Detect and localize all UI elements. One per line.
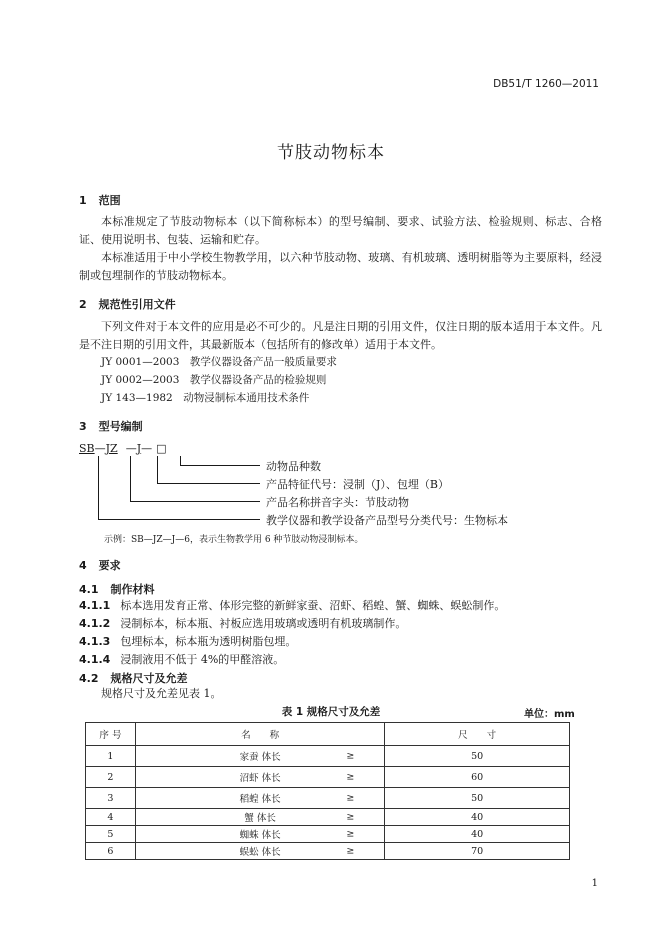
specimen-name-text: 蜈蚣 体长 xyxy=(239,847,281,858)
comparator: ≥ xyxy=(346,771,355,783)
clause-text: 标本选用发育正常、体形完整的新鲜家蚕、沼虾、稻蝗、蟹、蜘蛛、蜈蚣制作。 xyxy=(120,599,506,612)
specimen-name xyxy=(135,746,384,767)
code-dash: — xyxy=(94,442,106,455)
connector-line xyxy=(157,483,260,484)
clause-4-1-4 xyxy=(79,651,284,669)
specimen-name-text: 蜘蛛 体长 xyxy=(239,830,281,841)
table-row xyxy=(86,788,570,809)
comparator: ≥ xyxy=(346,845,355,857)
subsection-number: 4.1 xyxy=(79,583,99,596)
spec-table xyxy=(85,722,570,860)
comparator: ≥ xyxy=(346,792,355,804)
subsection-title: 制作材料 xyxy=(110,583,155,596)
section-4-heading xyxy=(79,557,121,573)
clause-number: 4.1.4 xyxy=(79,653,111,666)
size-value: 50 xyxy=(385,746,570,767)
section-2-heading xyxy=(79,296,176,312)
code-part-jz: JZ xyxy=(105,442,118,455)
table-row xyxy=(86,826,570,843)
row-number: 5 xyxy=(86,826,136,843)
section-1-heading xyxy=(79,192,121,208)
comparator: ≥ xyxy=(346,750,355,762)
code-label-category: 教学仪器和教学设备产品型号分类代号：生物标本 xyxy=(266,514,508,527)
row-number: 2 xyxy=(86,767,136,788)
table-unit: 单位：mm xyxy=(524,709,575,720)
subsection-number: 4.2 xyxy=(79,672,99,685)
table-header-row xyxy=(86,723,570,746)
section-number: 2 xyxy=(79,298,87,311)
specimen-name xyxy=(135,843,384,860)
section-1-para-1: 本标准规定了节肢动物标本（以下简称标本）的型号编制、要求、试验方法、检验规则、标志、合格证、使用说明书、包装、运输和贮存。 xyxy=(79,215,602,246)
clause-text: 浸制液用不低于 4%的甲醛溶液。 xyxy=(120,653,285,666)
subsection-4-1-heading xyxy=(79,581,155,597)
code-part-count: □ xyxy=(156,442,167,455)
code-part-sb: SB xyxy=(79,442,95,455)
table-row xyxy=(86,843,570,860)
table-header: 名 称 xyxy=(135,723,384,746)
section-number: 3 xyxy=(79,420,87,433)
section-title: 型号编制 xyxy=(98,420,143,433)
specimen-name-text: 蟹 体长 xyxy=(244,813,276,824)
size-value: 70 xyxy=(385,843,570,860)
section-title: 要求 xyxy=(98,559,121,572)
section-number: 4 xyxy=(79,559,87,572)
connector-line xyxy=(180,456,181,465)
clause-number: 4.1.3 xyxy=(79,635,111,648)
specimen-name xyxy=(135,826,384,843)
clause-number: 4.1.1 xyxy=(79,599,111,612)
row-number: 6 xyxy=(86,843,136,860)
normative-reference: JY 0002—2003 教学仪器设备产品的检验规则 xyxy=(101,374,327,386)
section-title: 范围 xyxy=(98,194,121,207)
size-value: 40 xyxy=(385,826,570,843)
clause-number: 4.1.2 xyxy=(79,617,111,630)
size-value: 60 xyxy=(385,767,570,788)
specimen-name-text: 稻蝗 体长 xyxy=(239,794,281,805)
specimen-name xyxy=(135,767,384,788)
clause-text: 包埋标本，标本瓶为透明树脂包埋。 xyxy=(120,635,297,648)
row-number: 4 xyxy=(86,809,136,826)
clause-4-1-2 xyxy=(79,615,406,633)
normative-reference: JY 0001—2003 教学仪器设备产品一般质量要求 xyxy=(101,356,337,368)
connector-line xyxy=(130,501,260,502)
subsection-title: 规格尺寸及允差 xyxy=(110,672,188,685)
specimen-name xyxy=(135,788,384,809)
page-number: 1 xyxy=(591,878,598,889)
code-label-feature: 产品特征代号：浸制（J）、包埋（B） xyxy=(266,478,449,491)
row-number: 3 xyxy=(86,788,136,809)
section-3-heading xyxy=(79,418,143,434)
table-row xyxy=(86,767,570,788)
specimen-name-text: 家蚕 体长 xyxy=(239,752,281,763)
subsection-4-2-text: 规格尺寸及允差见表 1。 xyxy=(101,687,222,700)
doc-code: DB51/T 1260—2011 xyxy=(493,78,599,90)
subsection-4-2-heading xyxy=(79,670,188,686)
comparator: ≥ xyxy=(346,828,355,840)
clause-text: 浸制标本，标本瓶、衬板应选用玻璃或透明有机玻璃制作。 xyxy=(120,617,407,630)
row-number: 1 xyxy=(86,746,136,767)
connector-line xyxy=(157,456,158,483)
size-value: 50 xyxy=(385,788,570,809)
normative-reference: JY 143—1982 动物浸制标本通用技术条件 xyxy=(101,392,310,404)
specimen-name xyxy=(135,809,384,826)
page-title: 节肢动物标本 xyxy=(277,143,385,163)
specimen-name-text: 沼虾 体长 xyxy=(239,773,281,784)
clause-4-1-3 xyxy=(79,633,296,651)
section-number: 1 xyxy=(79,194,87,207)
clause-4-1-1 xyxy=(79,597,505,615)
connector-line xyxy=(180,465,260,466)
connector-line xyxy=(98,519,260,520)
section-1-para-2: 本标准适用于中小学校生物教学用，以六种节肢动物、玻璃、有机玻璃、透明树脂等为主要原料，经浸制或包埋制作的节肢动物标本。 xyxy=(79,251,602,282)
code-dash: — xyxy=(141,442,153,455)
table-row xyxy=(86,809,570,826)
section-title: 规范性引用文件 xyxy=(98,298,176,311)
table-row xyxy=(86,746,570,767)
comparator: ≥ xyxy=(346,811,355,823)
code-part-j: J xyxy=(136,442,142,455)
table-header: 序 号 xyxy=(86,723,136,746)
example-note: 示例：SB—JZ—J—6，表示生物教学用 6 种节肢动物浸制标本。 xyxy=(104,535,364,545)
model-code xyxy=(79,442,167,455)
section-2-para-1: 下列文件对于本文件的应用是必不可少的。凡是注日期的引用文件，仅注日期的版本适用于本文件。凡是不注日期的引用文件，其最新版本（包括所有的修改单）适用于本文件。 xyxy=(79,320,602,351)
size-value: 40 xyxy=(385,809,570,826)
connector-line xyxy=(98,456,99,519)
code-dash: — xyxy=(125,442,137,455)
code-label-name: 产品名称拼音字头：节肢动物 xyxy=(266,496,409,509)
table-header: 尺 寸 xyxy=(385,723,570,746)
table-caption: 表 1 规格尺寸及允差 xyxy=(281,706,381,718)
code-label-count: 动物品种数 xyxy=(266,460,321,473)
connector-line xyxy=(130,456,131,501)
